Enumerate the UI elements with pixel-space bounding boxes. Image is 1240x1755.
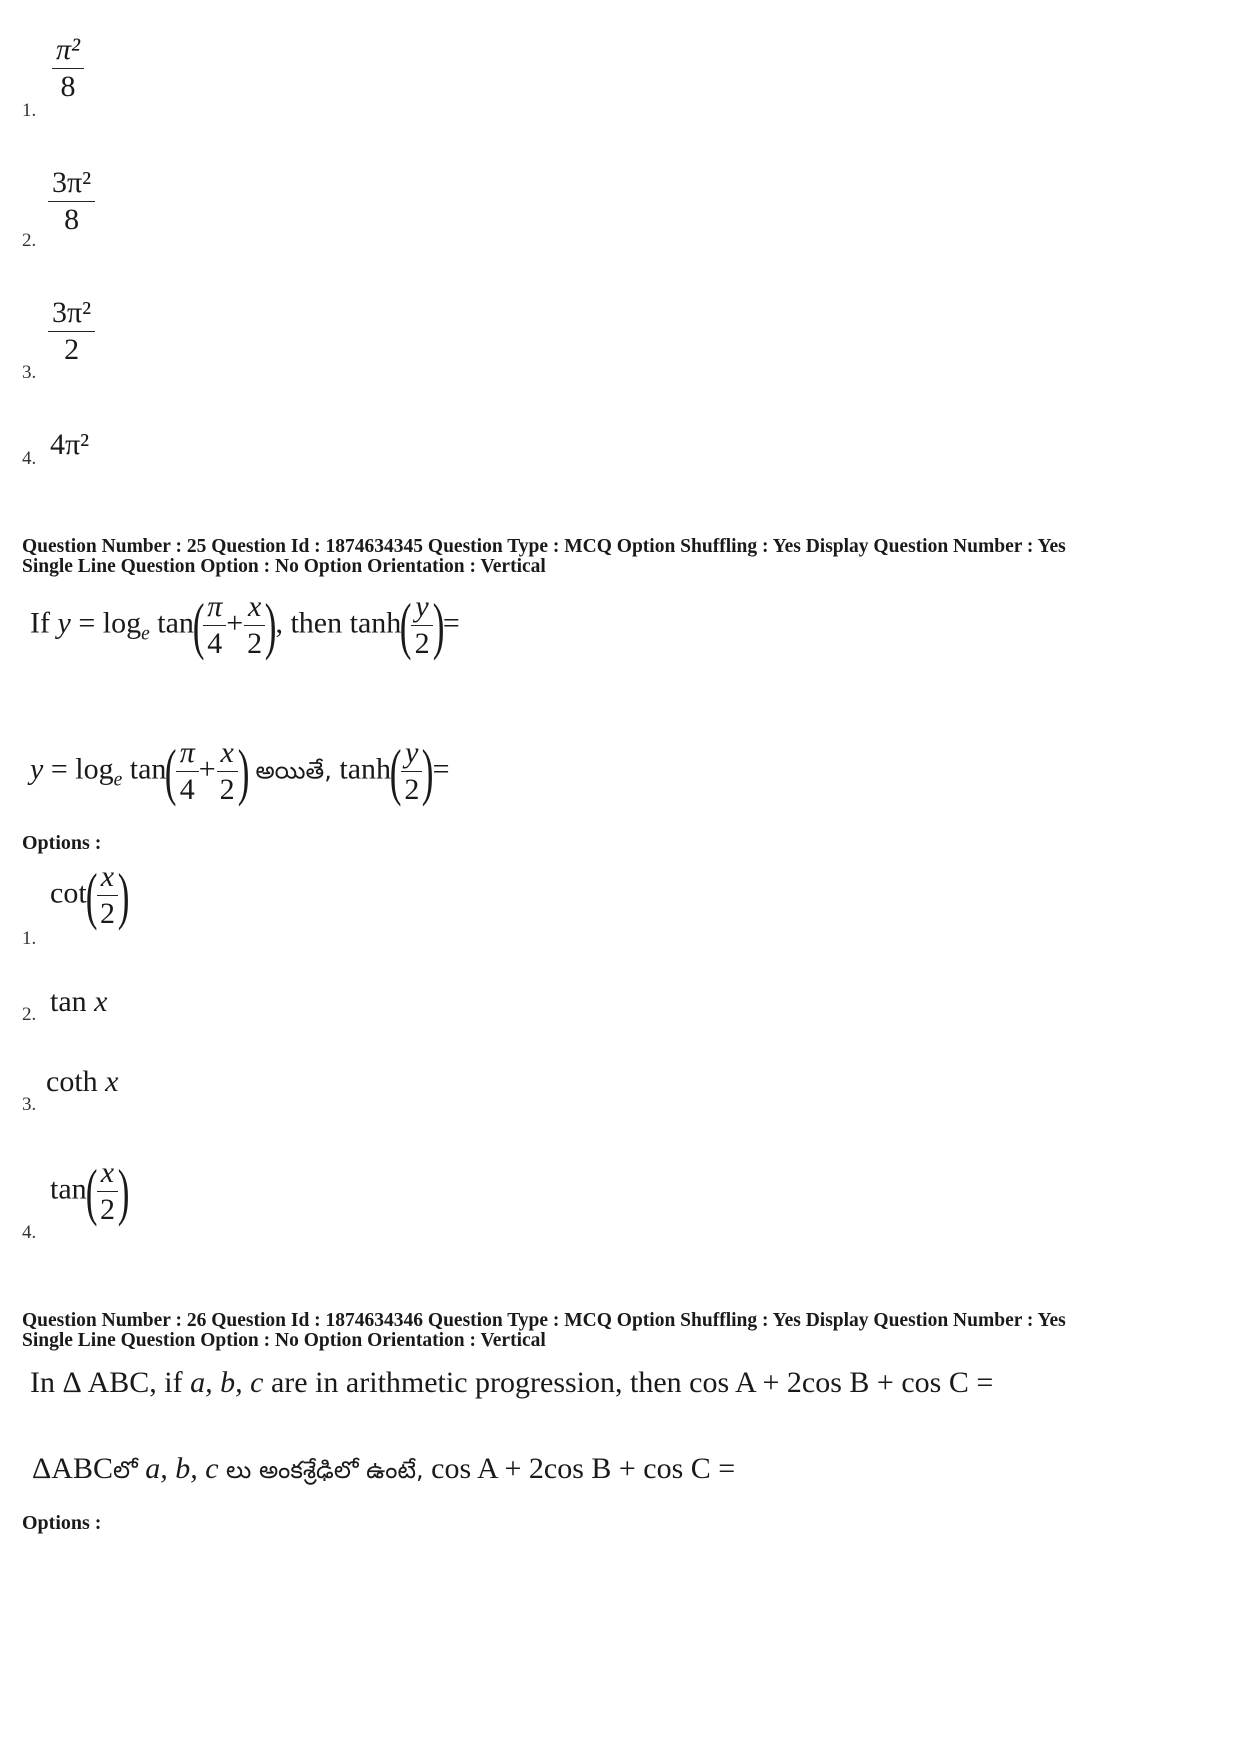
- q25-var-y: y: [57, 606, 71, 640]
- q25-option-1-number: 1.: [22, 928, 37, 949]
- q26-te-vars: a, b, c: [145, 1452, 219, 1485]
- q25-option-4-frac-den: 2: [99, 1193, 115, 1226]
- q25-meta-line1: Question Number : 25 Question Id : 1874634345 Question Type : MCQ Option Shuffling : Yes Display Question Number : Yes: [22, 536, 1066, 557]
- prev-option-4-number: 4.: [22, 448, 37, 469]
- q25-te-tan: tan: [129, 752, 167, 786]
- prev-option-1-expr: [52, 35, 84, 102]
- q25-two: 2: [247, 627, 263, 660]
- q25-te-pi: π: [176, 738, 199, 772]
- prev-option-1-number: 1.: [22, 100, 37, 121]
- prev-option-3-number: 3.: [22, 362, 37, 383]
- q25-question-english: If $y = \log_e \tan$( $\frac{\pi}{4}$ + $\frac{x}{2}$ ), then tanh( $\frac{y}{2}$ )=: [30, 589, 460, 661]
- q25-option-3-expr[interactable]: [46, 1065, 118, 1099]
- q26-en-vars: a, b, c: [190, 1366, 264, 1399]
- prev-option-2-denominator: 8: [64, 203, 80, 236]
- q25-option-4-frac-num: x: [97, 1158, 118, 1192]
- q25-tanh-two: 2: [414, 627, 430, 660]
- q25-option-3-fn: coth: [46, 1065, 98, 1098]
- q25-plus: +: [226, 606, 244, 640]
- q25-option-1-frac-num: x: [97, 862, 118, 896]
- prev-option-3-denominator: 2: [64, 333, 80, 366]
- q25-x: x: [244, 592, 265, 626]
- q25-te-plus: +: [198, 752, 216, 786]
- q25-end-equals: =: [442, 606, 460, 640]
- q25-four: 4: [207, 627, 223, 660]
- q25-option-4-number: 4.: [22, 1222, 37, 1243]
- prev-option-2-expr: [48, 168, 95, 235]
- q25-te-tanh: tanh: [339, 752, 392, 786]
- q25-option-4-expr[interactable]: tan( $\frac{x}{2}$ ): [50, 1155, 130, 1227]
- q26-en-suffix: are in arithmetic progression, then cos A + 2cos B + cos C =: [270, 1366, 994, 1399]
- q25-option-1-fn: cot: [50, 876, 87, 910]
- q26-en-prefix: In Δ ABC, if: [30, 1366, 183, 1399]
- q25-tan: tan: [157, 606, 194, 640]
- prev-option-3-numerator: 3π²: [48, 298, 95, 332]
- q25-option-2-arg: x: [94, 985, 108, 1018]
- q25-pi: π: [203, 592, 226, 626]
- q25-then: , then: [275, 606, 343, 640]
- q26-meta-line1: Question Number : 26 Question Id : 1874634346 Question Type : MCQ Option Shuffling : Yes Display Question Number : Yes: [22, 1310, 1066, 1331]
- q25-option-3-arg: x: [105, 1065, 119, 1098]
- q25-option-3-number: 3.: [22, 1094, 37, 1115]
- q25-option-4-fn: tan: [50, 1172, 87, 1206]
- q25-te-var-y: y: [30, 752, 44, 786]
- q25-te-four: 4: [179, 773, 195, 806]
- q25-te-tanh-two: 2: [404, 773, 420, 806]
- q26-question-telugu: [32, 1452, 735, 1490]
- q25-te-equals: =: [50, 752, 68, 786]
- q25-option-2-expr[interactable]: [50, 985, 107, 1019]
- q25-option-1-expr[interactable]: cot( $\frac{x}{2}$ ): [50, 859, 130, 931]
- q25-meta: [22, 537, 1066, 577]
- prev-option-1-denominator: 8: [60, 70, 76, 103]
- prev-option-2-number: 2.: [22, 230, 37, 251]
- q25-te-two: 2: [219, 773, 235, 806]
- q25-options-label: Options :: [22, 832, 102, 854]
- q26-te-lo: లో: [112, 1456, 138, 1484]
- q26-te-triangle: ΔABC: [32, 1452, 113, 1485]
- prev-option-3-expr: [48, 298, 95, 365]
- prev-option-1-numerator: π²: [52, 35, 84, 69]
- q25-option-1-frac-den: 2: [99, 897, 115, 930]
- q26-te-expr: cos A + 2cos B + cos C =: [431, 1452, 736, 1485]
- q26-options-label: Options :: [22, 1512, 102, 1534]
- q25-question-telugu: $y = \log_e \tan$( $\frac{\pi}{4}$ + $\frac{x}{2}$ ) అయితే, tanh( $\frac{y}{2}$ )=: [30, 735, 450, 807]
- q25-equals: =: [78, 606, 96, 640]
- q25-te-end-equals: =: [432, 752, 450, 786]
- q25-te-tanh-y: y: [401, 738, 422, 772]
- q25-option-2-fn: tan: [50, 985, 87, 1018]
- q25-te-log: log: [75, 752, 114, 786]
- q25-log-base: e: [141, 623, 150, 645]
- q25-te-log-base: e: [113, 769, 123, 791]
- q25-meta-line2: Single Line Question Option : No Option Orientation : Vertical: [22, 556, 546, 577]
- q25-option-2-number: 2.: [22, 1004, 37, 1025]
- q26-meta-line2: Single Line Question Option : No Option Orientation : Vertical: [22, 1330, 546, 1351]
- q25-tanh: tanh: [349, 606, 402, 640]
- q25-te-suffix: అయితే,: [255, 756, 332, 785]
- q25-te-x: x: [217, 738, 238, 772]
- q25-tanh-y: y: [411, 592, 432, 626]
- q26-question-english: [30, 1366, 993, 1400]
- q25-if: If: [30, 606, 50, 640]
- prev-option-2-numerator: 3π²: [48, 168, 95, 202]
- q26-meta: [22, 1311, 1066, 1351]
- prev-option-4-expr: 4π²: [50, 428, 90, 461]
- q26-te-text: లు అంకశ్రేఢిలో ఉంటే,: [226, 1456, 424, 1484]
- q25-log: log: [102, 606, 142, 640]
